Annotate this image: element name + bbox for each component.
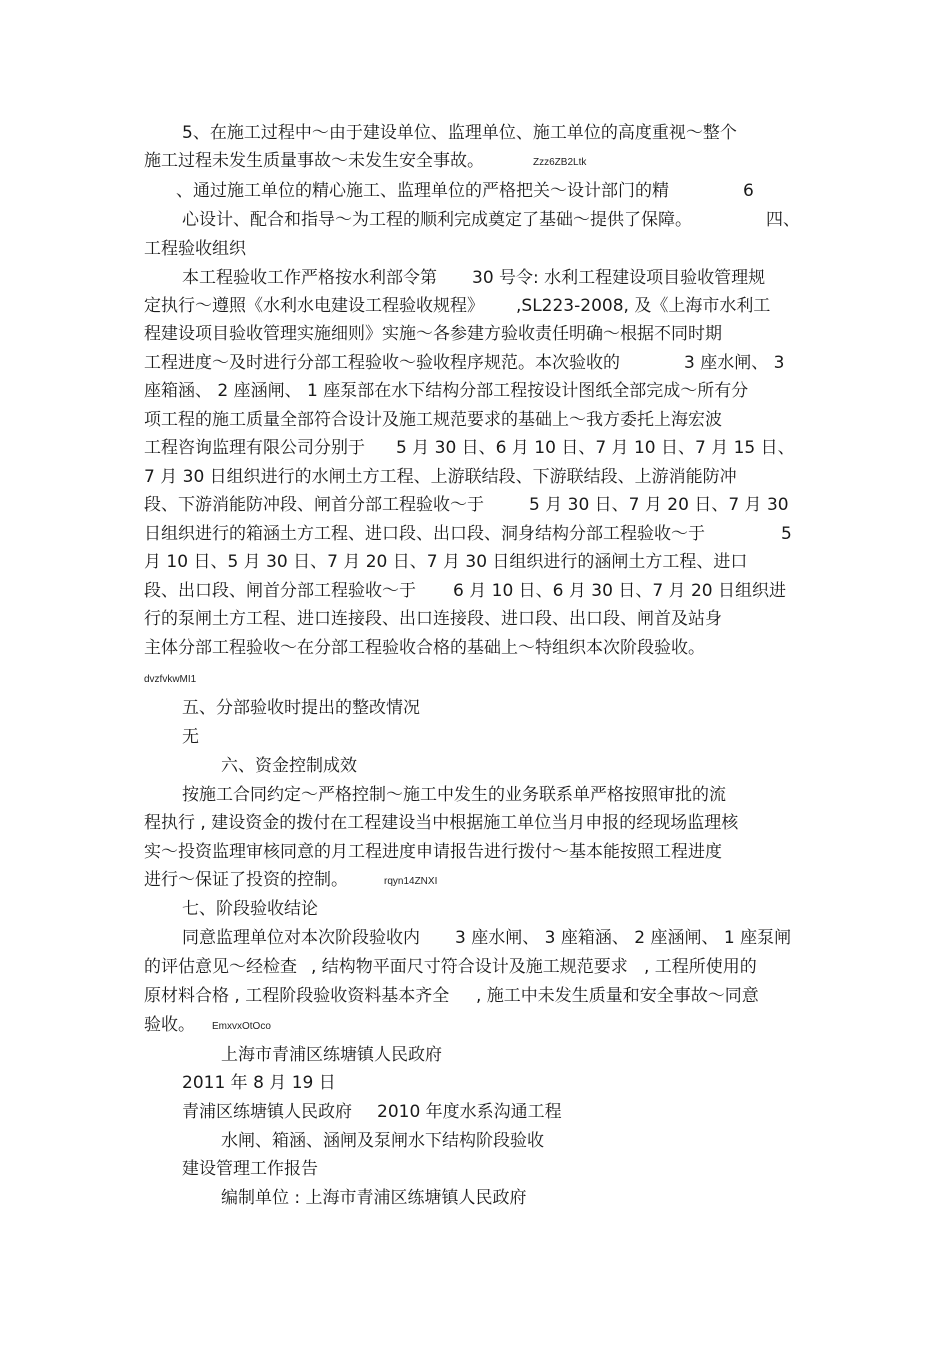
org-line-10b: 5 <box>781 524 792 544</box>
signature-date: 2011 年 8 月 19 日 <box>182 1073 336 1093</box>
cover-line-2: 水闸、箱涵、涵闸及泵闸水下结构阶段验收 <box>221 1131 544 1151</box>
cover-line-1b: 2010 年度水系沟通工程 <box>377 1102 562 1122</box>
paragraph-6-line-1: 、通过施工单位的精心施工、监理单位的严格把关～设计部门的精 <box>176 181 669 201</box>
paragraph-5-code: Zzz6ZB2Ltk <box>533 157 587 168</box>
org-code: dvzfvkwMI1 <box>144 674 197 685</box>
cover-line-1a: 青浦区练塘镇人民政府 <box>182 1102 352 1122</box>
section-7-line-3a: 原材料合格 , 工程阶段验收资料基本齐全 <box>144 986 450 1006</box>
org-line-1a: 本工程验收工作严格按水利部令第 <box>182 268 437 288</box>
section-4-number: 四、 <box>766 210 800 230</box>
section-6-heading: 六、资金控制成效 <box>221 756 357 776</box>
section-7-line-2a: 的评估意见～经检查 <box>144 957 297 977</box>
paragraph-6-line-2: 心设计、配合和指导～为工程的顺利完成奠定了基础～提供了保障。 <box>182 210 692 230</box>
org-line-13: 行的泵闸土方工程、进口连接段、出口连接段、进口段、出口段、闸首及站身 <box>144 609 722 629</box>
org-line-8: 7 月 30 日组织进行的水闸土方工程、上游联结段、下游联结段、上游消能防冲 <box>144 467 737 487</box>
org-line-9a: 段、下游消能防冲段、闸首分部工程验收～于 <box>144 495 484 515</box>
section-7-line-2c: , 工程所使用的 <box>644 957 757 977</box>
org-line-14: 主体分部工程验收～在分部工程验收合格的基础上～特组织本次阶段验收。 <box>144 638 705 658</box>
section-6-code: rqyn14ZNXI <box>384 876 438 887</box>
section-4-heading: 工程验收组织 <box>144 239 246 259</box>
org-line-4b: 3 座水闸、 3 <box>684 353 785 373</box>
org-line-7b: 5 月 30 日、6 月 10 日、7 月 10 日、7 月 15 日、 <box>396 438 795 458</box>
paragraph-6-number: 6 <box>743 181 754 201</box>
section-7-line-2b: , 结构物平面尺寸符合设计及施工规范要求 <box>311 957 628 977</box>
cover-line-3: 建设管理工作报告 <box>182 1159 318 1179</box>
org-line-9b: 5 月 30 日、7 月 20 日、7 月 30 <box>529 495 789 515</box>
org-line-4a: 工程进度～及时进行分部工程验收～验收程序规范。本次验收的 <box>144 353 620 373</box>
section-6-line-4: 进行～保证了投资的控制。 <box>144 870 348 890</box>
org-line-2b: ,SL223-2008, 及《上海市水利工 <box>516 296 771 316</box>
section-7-code: EmxvxOtOco <box>212 1021 271 1032</box>
org-line-12b: 6 月 10 日、6 月 30 日、7 月 20 日组织进 <box>453 581 786 601</box>
section-6-line-1: 按施工合同约定～严格控制～施工中发生的业务联系单严格按照审批的流 <box>182 785 726 805</box>
section-6-line-3: 实～投资监理审核同意的月工程进度申请报告进行拨付～基本能按照工程进度 <box>144 842 722 862</box>
section-7-heading: 七、阶段验收结论 <box>182 899 318 919</box>
section-7-line-1b: 3 座水闸、 3 座箱涵、 2 座涵闸、 1 座泵闸 <box>455 928 792 948</box>
org-line-3: 程建设项目验收管理实施细则》实施～各参建方验收责任明确～根据不同时期 <box>144 324 722 344</box>
org-line-6: 项工程的施工质量全部符合设计及施工规范要求的基础上～我方委托上海宏波 <box>144 410 722 430</box>
section-6-line-2: 程执行 , 建设资金的拨付在工程建设当中根据施工单位当月申报的经现场监理核 <box>144 813 739 833</box>
section-7-line-3b: , 施工中未发生质量和安全事故～同意 <box>476 986 759 1006</box>
org-line-10a: 日组织进行的箱涵土方工程、进口段、出口段、洞身结构分部工程验收～于 <box>144 524 705 544</box>
section-5-heading: 五、分部验收时提出的整改情况 <box>182 698 420 718</box>
section-7-line-1a: 同意监理单位对本次阶段验收内 <box>182 928 420 948</box>
paragraph-5-line-2: 施工过程未发生质量事故～未发生安全事故。 <box>144 151 484 171</box>
org-line-2a: 定执行～遵照《水利水电建设工程验收规程》 <box>144 296 484 316</box>
paragraph-5-line-1: 5、在施工过程中～由于建设单位、监理单位、施工单位的高度重视～整个 <box>182 123 737 143</box>
org-line-7a: 工程咨询监理有限公司分别于 <box>144 438 365 458</box>
section-5-body: 无 <box>182 727 199 747</box>
cover-line-4: 编制单位 : 上海市青浦区练塘镇人民政府 <box>221 1188 527 1208</box>
org-line-11: 月 10 日、5 月 30 日、7 月 20 日、7 月 30 日组织进行的涵闸土方工程、进口 <box>144 552 748 572</box>
org-line-1b: 30 号令: 水利工程建设项目验收管理规 <box>472 268 766 288</box>
signature-org: 上海市青浦区练塘镇人民政府 <box>221 1045 442 1065</box>
org-line-5: 座箱涵、 2 座涵闸、 1 座泵部在水下结构分部工程按设计图纸全部完成～所有分 <box>144 381 749 401</box>
section-7-line-4: 验收。 <box>144 1015 195 1035</box>
org-line-12a: 段、出口段、闸首分部工程验收～于 <box>144 581 416 601</box>
